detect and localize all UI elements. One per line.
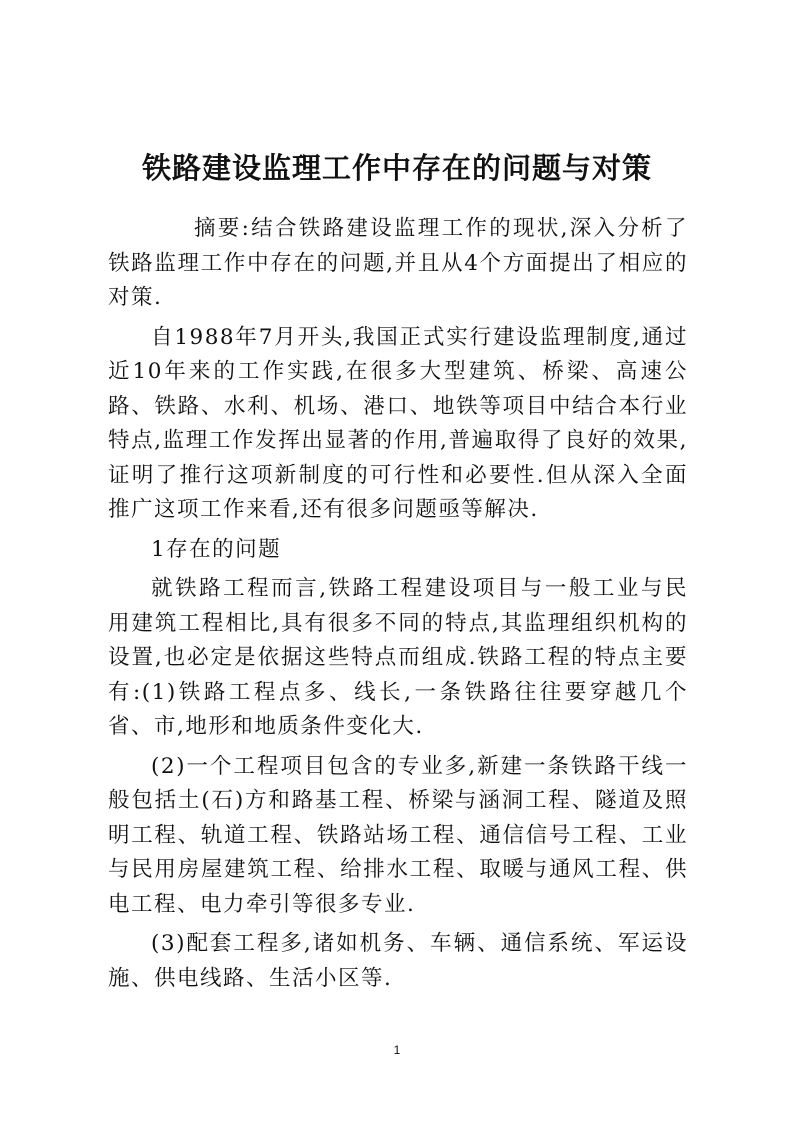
section-heading: 1存在的问题 [151,536,282,562]
intro-paragraph: 自1988年7月开头,我国正式实行建设监理制度,通过近10年来的工作实践,在很多大型建筑、桥梁、高速公路、铁路、水利、机场、港口、地铁等项目中结合本行业特点,监理工作发挥出显著的作用,普遍取得了良好的效果,证明了推行这项新制度的可行性和必要性.但从深入全面推广这项工作来看,还有很多问题亟等解决. [108,324,688,522]
body-paragraph: 就铁路工程而言,铁路工程建设项目与一般工业与民用建筑工程相比,具有很多不同的特点,其监理组织机构的设置,也必定是依据这些特点而组成.铁路工程的特点主要有:(1)铁路工程点多、线长,一条铁路往往要穿越几个省、市,地形和地质条件变化大. [108,576,688,739]
body-paragraph: (3)配套工程多,诸如机务、车辆、通信系统、军运设施、供电线路、生活小区等. [108,931,688,991]
document-title: 铁路建设监理工作中存在的问题与对策 [141,151,652,185]
abstract-paragraph: 摘要:结合铁路建设监理工作的现状,深入分析了铁路监理工作中存在的问题,并且从4个方面提出了相应的对策. [108,216,688,310]
body-paragraph: (2)一个工程项目包含的专业多,新建一条铁路干线一般包括土(石)方和路基工程、桥梁与涵洞工程、隧道及照明工程、轨道工程、铁路站场工程、通信信号工程、工业与民用房屋建筑工程、给排水工程、取暖与通风工程、供电工程、电力牵引等很多专业. [108,753,688,917]
page-number: 1 [393,1043,401,1057]
document-body [108,212,688,996]
